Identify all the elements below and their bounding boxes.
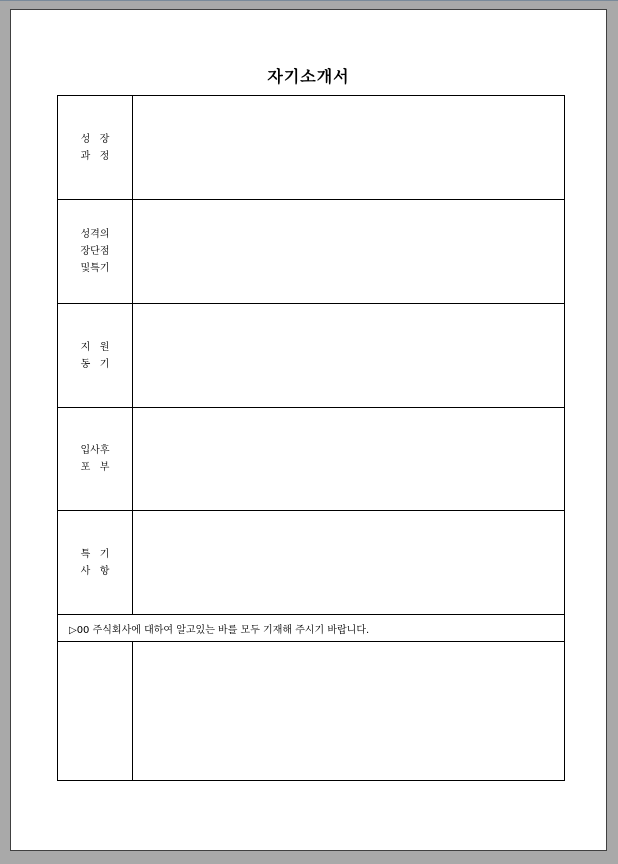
company-note-text: ▷00 주식회사에 대하여 알고있는 바를 모두 기재해 주시기 바랍니다. bbox=[69, 624, 370, 636]
document-title: 자기소개서 bbox=[267, 67, 350, 86]
section-content-personality[interactable] bbox=[133, 200, 564, 303]
document-page bbox=[10, 9, 607, 851]
section-label-line: 성격의 bbox=[80, 229, 110, 240]
section-label-line: 지 원 bbox=[80, 341, 110, 353]
section-label-line: 사 항 bbox=[80, 565, 110, 577]
section-label-special-notes bbox=[58, 511, 133, 614]
company-note-row bbox=[58, 615, 564, 642]
section-label-line: 및특기 bbox=[80, 263, 110, 274]
section-content-company-knowledge[interactable] bbox=[133, 642, 564, 781]
self-introduction-form bbox=[57, 95, 565, 781]
section-label-line: 입사후 bbox=[80, 445, 110, 456]
section-label-line: 특 기 bbox=[80, 548, 110, 560]
section-label-company-knowledge bbox=[58, 642, 133, 781]
section-label-growth bbox=[58, 96, 133, 199]
section-row-aspiration bbox=[58, 408, 564, 511]
section-content-special-notes[interactable] bbox=[133, 511, 564, 614]
section-row-motivation bbox=[58, 304, 564, 408]
section-content-motivation[interactable] bbox=[133, 304, 564, 407]
section-label-line: 장단점 bbox=[80, 246, 110, 257]
section-row-company-knowledge bbox=[58, 642, 564, 781]
section-row-personality bbox=[58, 200, 564, 304]
section-label-line: 성 장 bbox=[80, 133, 110, 145]
section-label-line: 포 부 bbox=[80, 462, 110, 473]
section-content-aspiration[interactable] bbox=[133, 408, 564, 510]
section-label-line: 동 기 bbox=[80, 358, 110, 370]
section-label-personality bbox=[58, 200, 133, 303]
section-row-growth bbox=[58, 96, 564, 200]
section-content-growth[interactable] bbox=[133, 96, 564, 199]
section-label-aspiration bbox=[58, 408, 133, 510]
section-label-line: 과 정 bbox=[80, 150, 110, 162]
section-label-motivation bbox=[58, 304, 133, 407]
section-row-special-notes bbox=[58, 511, 564, 615]
